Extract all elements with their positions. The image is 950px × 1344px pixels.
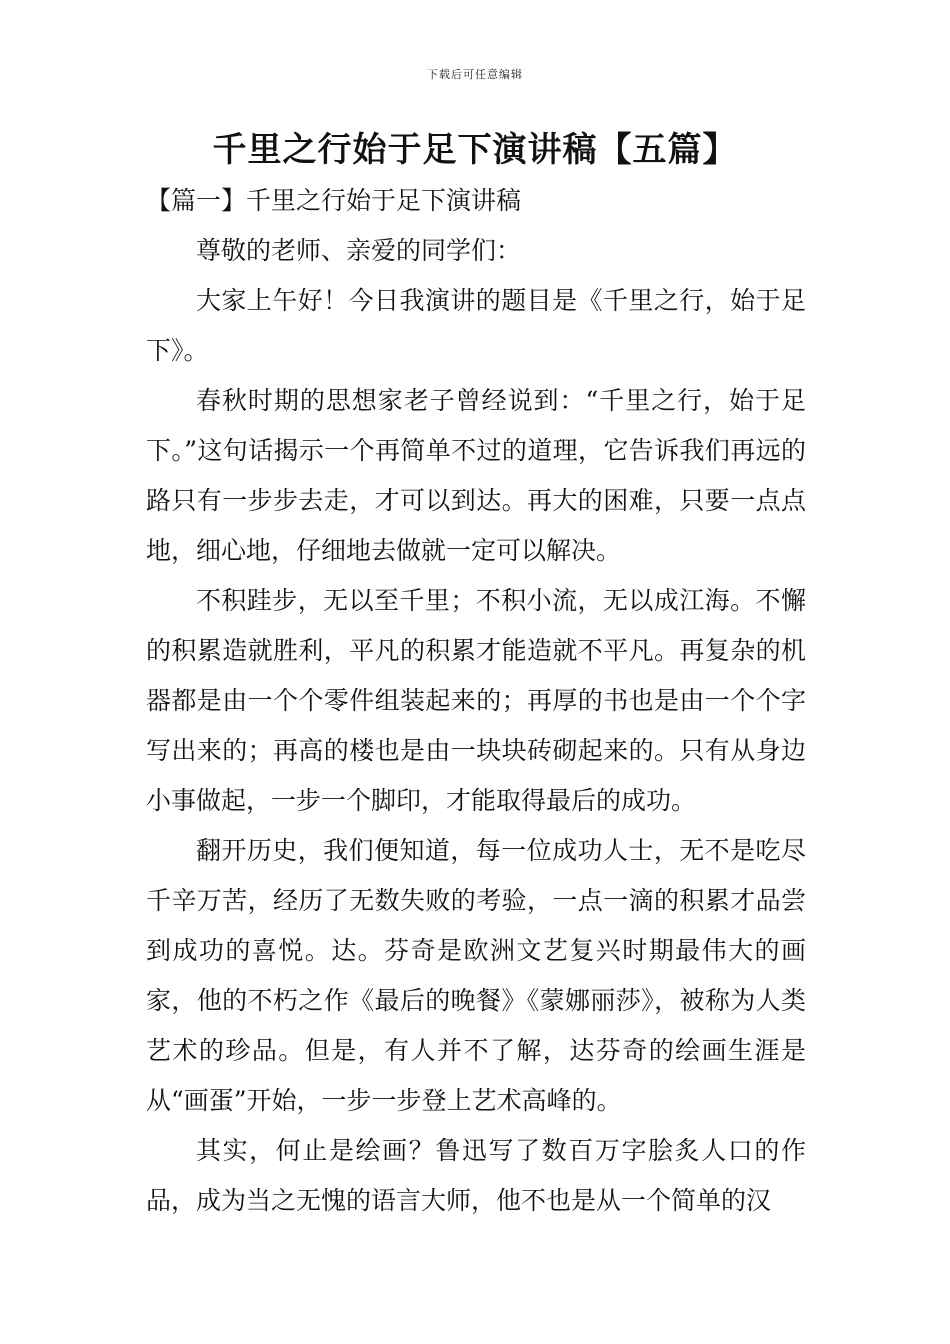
paragraph-salutation: 尊敬的老师、亲爱的同学们： — [196, 236, 522, 265]
paragraph: 春秋时期的思想家老子曾经说到：“千里之行，始于足下。”这句话揭示一个再简单不过的道理，它告诉我们再远的路只有一步步去走，才可以到达。再大的困难，只要一点点地，细心地，仔细地去做就一定可以解决。 — [146, 386, 806, 565]
section-heading: 【篇一】千里之行始于足下演讲稿 — [146, 186, 522, 215]
document-title: 千里之行始于足下演讲稿【五篇】 — [212, 130, 738, 170]
paragraph: 大家上午好！今日我演讲的题目是《千里之行，始于足下》。 — [146, 286, 806, 365]
document-body — [146, 176, 806, 1226]
header-note: 下载后可任意编辑 — [427, 68, 523, 81]
paragraph: 不积跬步，无以至千里；不积小流，无以成江海。不懈的积累造就胜利，平凡的积累才能造就不平凡。再复杂的机器都是由一个个零件组装起来的；再厚的书也是由一个个字写出来的；再高的楼也是由一块块砖砌起来的。只有从身边小事做起，一步一个脚印，才能取得最后的成功。 — [146, 586, 806, 815]
paragraph: 翻开历史，我们便知道，每一位成功人士，无不是吃尽千辛万苦，经历了无数失败的考验，一点一滴的积累才品尝到成功的喜悦。达。芬奇是欧洲文艺复兴时期最伟大的画家，他的不朽之作《最后的晚餐》《蒙娜丽莎》，被称为人类艺术的珍品。但是，有人并不了解，达芬奇的绘画生涯是从“画蛋”开始，一步一步登上艺术高峰的。 — [146, 836, 806, 1115]
paragraph: 其实，何止是绘画？鲁迅写了数百万字脍炙人口的作品，成为当之无愧的语言大师，他不也是从一个简单的汉 — [146, 1136, 806, 1215]
